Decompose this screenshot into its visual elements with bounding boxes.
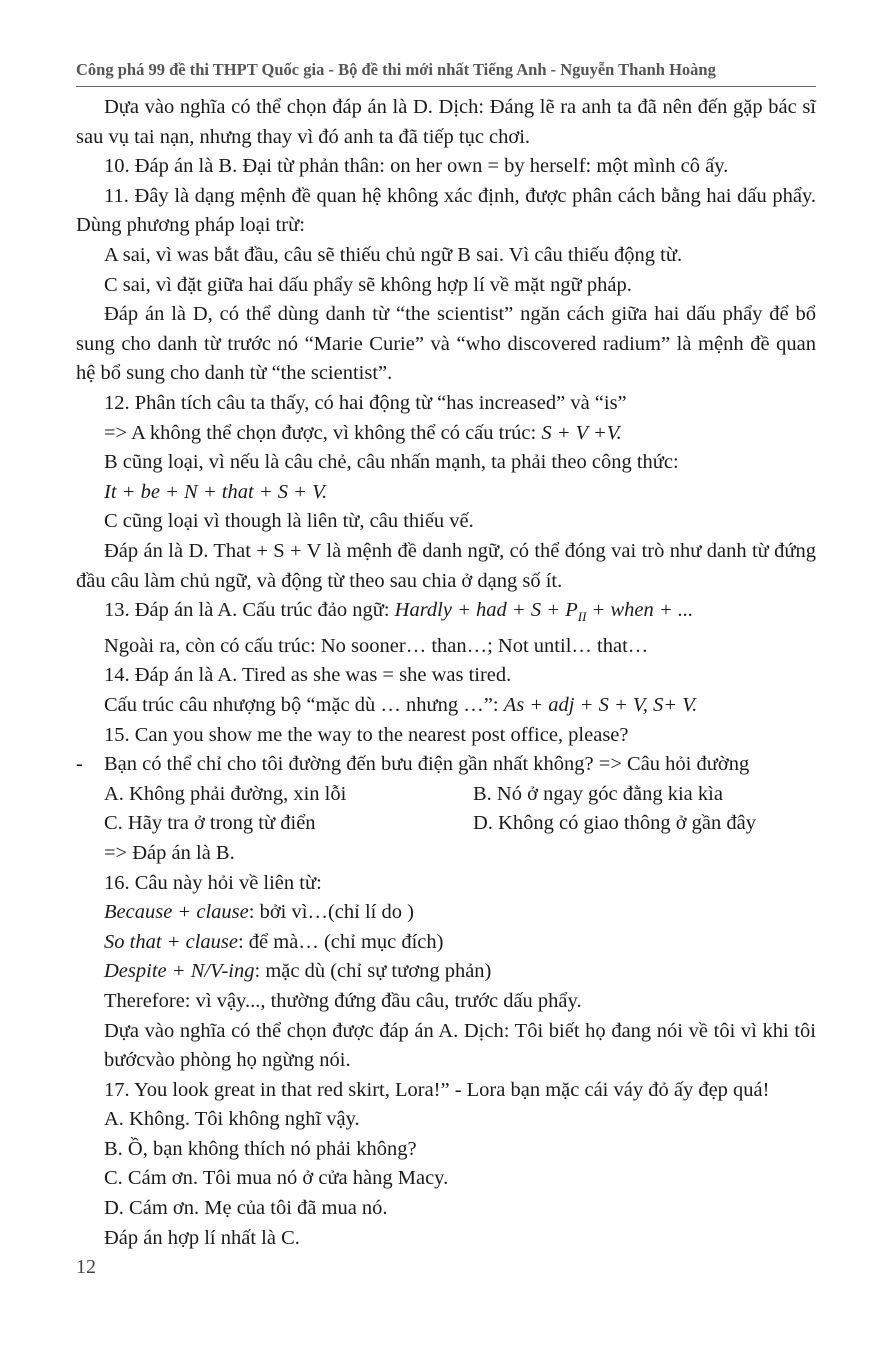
paragraph: B cũng loại, vì nếu là câu chẻ, câu nhấn mạnh, ta phải theo công thức: (104, 451, 679, 474)
header-divider (76, 86, 816, 87)
paragraph: 17. You look great in that red skirt, Lora!” - Lora bạn mặc cái váy đỏ ấy đẹp quá! (104, 1078, 770, 1101)
paragraph: 12. Phân tích câu ta thấy, có hai động từ “has increased” và “is” (104, 391, 627, 414)
paragraph: 11. Đây là dạng mệnh đề quan hệ không xác định, được phân cách bằng hai dấu phẩy. Dùng phương pháp loại trừ: (76, 184, 816, 237)
text: => A không thể chọn được, vì không thể có cấu trúc: (104, 421, 542, 444)
paragraph: 14. Đáp án là A. Tired as she was = she was tired. (104, 664, 512, 687)
option-b: B. Nó ở ngay góc đằng kia kìa (473, 782, 723, 805)
formula: As + adj + S + V, S+ V. (503, 693, 698, 716)
text: 13. Đáp án là A. Cấu trúc đảo ngữ: (104, 599, 395, 622)
option-a: A. Không phải đường, xin lỗi (104, 782, 347, 805)
paragraph: => Đáp án là B. (104, 841, 235, 864)
formula: + when + ... (586, 599, 694, 622)
paragraph: 16. Câu này hỏi về liên từ: (104, 871, 322, 894)
paragraph: Đáp án là D, có thể dùng danh từ “the scientist” ngăn cách giữa hai dấu phẩy để bổ sung cho danh từ trước nó “Marie Curie” và “who discovered radium” là mệnh đề quan hệ bổ sung cho danh từ “the scientist”. (76, 303, 816, 385)
paragraph: C. Cám ơn. Tôi mua nó ở cửa hàng Macy. (104, 1167, 449, 1190)
paragraph: Ngoài ra, còn có cấu trúc: No sooner… than…; Not until… that… (104, 634, 649, 657)
paragraph: A sai, vì was bắt đầu, câu sẽ thiếu chủ ngữ B sai. Vì câu thiếu động từ. (104, 243, 683, 266)
paragraph: Dựa vào nghĩa có thể chọn được đáp án A. Dịch: Tôi biết họ đang nói về tôi vì khi tôi bướcvào phòng họ ngừng nói. (104, 1019, 816, 1072)
page-number: 12 (76, 1256, 96, 1278)
formula: Despite + N/V-ing (104, 960, 255, 983)
paragraph: 10. Đáp án là B. Đại từ phản thân: on her own = by herself: một mình cô ấy. (104, 155, 729, 178)
paragraph: Đáp án hợp lí nhất là C. (104, 1226, 300, 1249)
formula: S + V +V. (541, 421, 622, 444)
formula: It + be + N + that + S + V. (104, 480, 328, 503)
paragraph (76, 478, 816, 508)
running-header: Công phá 99 đề thi THPT Quốc gia - Bộ đề thi mới nhất Tiếng Anh - Nguyễn Thanh Hoàng (76, 60, 716, 79)
option-d: D. Không có giao thông ở gần đây (473, 812, 756, 835)
paragraph: A. Không. Tôi không nghĩ vậy. (104, 1108, 360, 1131)
page-body (76, 93, 816, 1253)
paragraph (76, 928, 816, 958)
paragraph: 15. Can you show me the way to the nearest post office, please? (104, 723, 629, 746)
text: : để mà… (chỉ mục đích) (237, 930, 444, 953)
paragraph: Đáp án là D. That + S + V là mệnh đề danh ngữ, có thể đóng vai trò như danh từ đứng đầu câu làm chủ ngữ, và động từ theo sau chia ở dạng số ít. (76, 539, 816, 592)
paragraph (76, 898, 816, 928)
text: Cấu trúc câu nhượng bộ “mặc dù … nhưng …”: (104, 693, 504, 716)
dash-bullet: - (76, 753, 83, 776)
paragraph: D. Cám ơn. Mẹ của tôi đã mua nó. (104, 1197, 388, 1220)
formula: Because + clause (104, 901, 249, 924)
paragraph: B. Ồ, bạn không thích nó phải không? (104, 1137, 417, 1160)
option-c: C. Hãy tra ở trong từ điển (104, 812, 316, 835)
paragraph (76, 419, 816, 449)
paragraph: C cũng loại vì though là liên từ, câu thiếu vế. (104, 510, 474, 533)
paragraph (76, 691, 816, 721)
paragraph (76, 957, 816, 987)
paragraph (76, 750, 816, 780)
formula: So that + clause (104, 930, 238, 953)
text: : mặc dù (chỉ sự tương phản) (254, 960, 492, 983)
paragraph (76, 596, 816, 632)
paragraph: Therefore: vì vậy..., thường đứng đầu câu, trước dấu phẩy. (104, 989, 582, 1012)
text: Bạn có thể chỉ cho tôi đường đến bưu điện gần nhất không? => Câu hỏi đường (104, 753, 750, 776)
paragraph: Dựa vào nghĩa có thể chọn đáp án là D. Dịch: Đáng lẽ ra anh ta đã nên đến gặp bác sĩ sau vụ tai nạn, nhưng thay vì đó anh ta đã tiếp tục chơi. (76, 96, 816, 148)
formula-subscript: II (577, 609, 587, 625)
options-row (76, 780, 816, 810)
text: : bởi vì…(chỉ lí do ) (248, 901, 414, 924)
paragraph: C sai, vì đặt giữa hai dấu phẩy sẽ không hợp lí về mặt ngữ pháp. (104, 273, 632, 296)
formula: Hardly + had + S + P (394, 599, 578, 622)
options-row (76, 809, 816, 839)
